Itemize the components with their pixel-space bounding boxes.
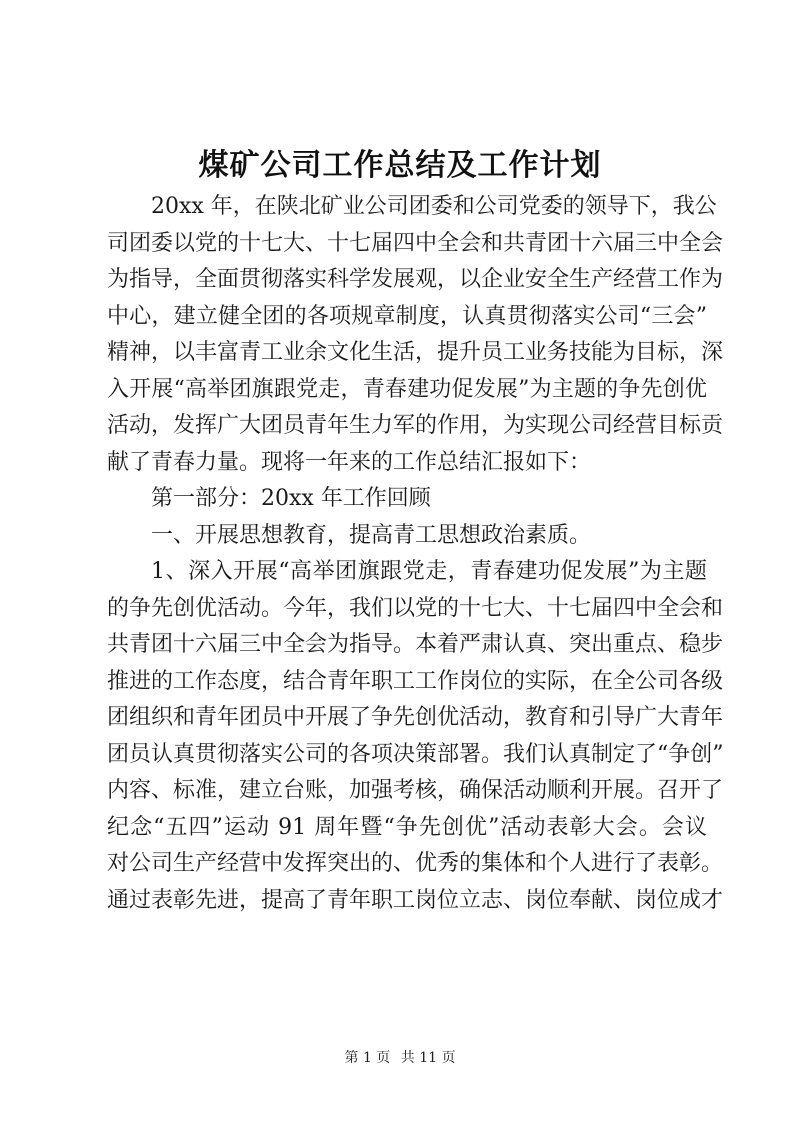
text-line: 共青团十六届三中全会为指导。本着严肃认真、突出重点、稳步 xyxy=(107,632,724,657)
text-line: 通过表彰先进，提高了青年职工岗位立志、岗位奉献、岗位成才 xyxy=(107,887,724,913)
section-heading: 第一部分：20xx 年工作回顾 xyxy=(151,486,431,511)
text-line: 献了青春力量。现将一年来的工作总结汇报如下： xyxy=(107,449,592,475)
text-line: 为指导，全面贯彻落实科学发展观，以企业安全生产经营工作为 xyxy=(107,267,724,292)
text-line: 对公司生产经营中发挥突出的、优秀的集体和个人进行了表彰。 xyxy=(107,851,724,876)
text-line: 内容、标准，建立台账，加强考核，确保活动顺利开展。召开了 xyxy=(107,778,724,803)
document-body xyxy=(107,189,724,919)
text-line: 司团委以党的十七大、十七届四中全会和共青团十六届三中全会 xyxy=(107,230,724,256)
text-line: 推进的工作态度，结合青年职工工作岗位的实际，在全公司各级 xyxy=(107,668,724,694)
text-line: 1、深入开展“高举团旗跟党走，青春建功促发展”为主题 xyxy=(151,559,707,584)
page-footer xyxy=(0,1047,800,1067)
text-line: 纪念“五四”运动 91 周年暨“争先创优”活动表彰大会。会议 xyxy=(107,814,707,840)
text-line: 20xx 年，在陕北矿业公司团委和公司党委的领导下，我公 xyxy=(151,194,717,219)
text-line: 精神，以丰富青工业余文化生活，提升员工业务技能为目标，深 xyxy=(107,340,724,365)
page-number: 第 1 页 xyxy=(344,1050,391,1066)
text-line: 中心，建立健全团的各项规章制度，认真贯彻落实公司“三会” xyxy=(107,303,707,329)
text-line: 的争先创优活动。今年，我们以党的十七大、十七届四中全会和 xyxy=(107,595,724,621)
subsection-heading: 一、开展思想教育，提高青工思想政治素质。 xyxy=(151,522,592,548)
page-total: 共 11 页 xyxy=(400,1050,456,1066)
text-line: 团员认真贯彻落实公司的各项决策部署。我们认真制定了“争创” xyxy=(107,741,724,767)
text-line: 团组织和青年团员中开展了争先创优活动，教育和引导广大青年 xyxy=(107,705,724,730)
text-line: 活动，发挥广大团员青年生力军的作用，为实现公司经营目标贡 xyxy=(107,413,724,438)
text-line: 入开展“高举团旗跟党走，青春建功促发展”为主题的争先创优 xyxy=(107,376,707,402)
document-title: 煤矿公司工作总结及工作计划 xyxy=(198,148,602,183)
